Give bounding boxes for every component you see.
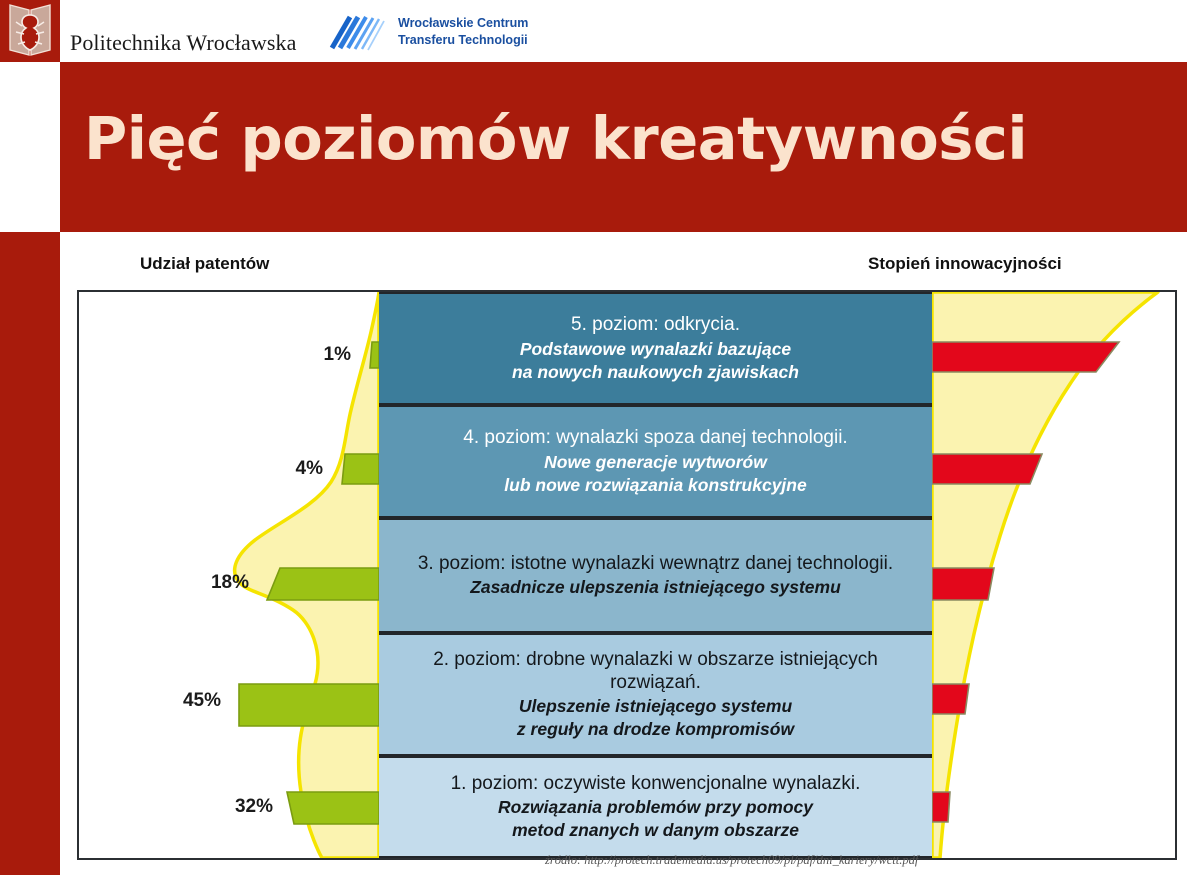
level-4-heading: 4. poziom: wynalazki spoza danej technologii.	[463, 427, 848, 449]
innovation-degree-panel	[932, 292, 1175, 858]
chart-plot	[77, 290, 1177, 860]
header-white-notch	[0, 62, 60, 232]
level-1-sub-2: metod znanych w danym obszarze	[512, 820, 799, 841]
chart-area	[60, 232, 1187, 875]
creativity-levels-panel	[379, 292, 932, 858]
level-box-4[interactable]	[379, 405, 932, 518]
level-1-sub-1: Rozwiązania problemów przy pomocy	[497, 797, 814, 818]
title-band	[60, 62, 1187, 232]
level-3-sub-1: Zasadnicze ulepszenia istniejącego systemu	[470, 577, 841, 598]
level-box-2[interactable]	[379, 633, 932, 756]
right-axis-label: Stopień innowacyjności	[868, 254, 1062, 273]
pct-label-level-4: 4%	[295, 458, 323, 479]
slide-header	[0, 0, 1187, 62]
pct-label-level-5: 1%	[323, 344, 351, 365]
wctt-line-2: Transferu Technologii	[398, 32, 528, 47]
level-4-sub-2: lub nowe rozwiązania konstrukcyjne	[504, 474, 807, 495]
left-axis-label: Udział patentów	[140, 254, 270, 273]
level-2-heading: 2. poziom: drobne wynalazki w obszarze istniejących rozwiązań.	[433, 649, 878, 693]
level-1-heading: 1. poziom: oczywiste konwencjonalne wynalazki.	[450, 772, 861, 794]
level-2-sub-2: z reguły na drodze kompromisów	[516, 718, 795, 739]
wctt-logo-text	[398, 15, 528, 49]
level-5-heading: 5. poziom: odkrycia.	[571, 314, 740, 336]
wctt-stripes-icon	[328, 14, 390, 52]
pct-label-level-3: 18%	[210, 572, 249, 593]
level-5-sub-1: Podstawowe wynalazki bazujące	[519, 338, 792, 359]
level-3-heading: 3. poziom: istotne wynalazki wewnątrz danej technologii.	[417, 552, 894, 574]
level-box-5[interactable]	[379, 292, 932, 405]
level-5-sub-2: na nowych naukowych zjawiskach	[512, 361, 799, 382]
innovation-degree-bars	[932, 292, 1175, 858]
level-box-3[interactable]	[379, 518, 932, 633]
level-box-1[interactable]	[379, 756, 932, 858]
level-2-sub-1: Ulepszenie istniejącego systemu	[518, 695, 793, 716]
pct-label-level-2: 45%	[182, 690, 221, 711]
source-caption: źródło: http://protech.trademedia.us/protech09/pl/pdf/dni_kariery/wctt.pdf	[545, 853, 919, 867]
pct-label-level-1: 32%	[234, 796, 273, 817]
university-name: Politechnika Wrocławska	[70, 30, 297, 55]
wroclaw-university-crest-icon	[0, 0, 60, 62]
left-red-rail	[0, 232, 60, 875]
patent-share-panel	[79, 292, 379, 858]
wctt-line-1: Wrocławskie Centrum	[398, 16, 529, 30]
level-4-sub-1: Nowe generacje wytworów	[544, 451, 767, 472]
wctt-logo	[328, 12, 558, 54]
page-title: Pięć poziomów kreatywności	[84, 104, 1028, 173]
